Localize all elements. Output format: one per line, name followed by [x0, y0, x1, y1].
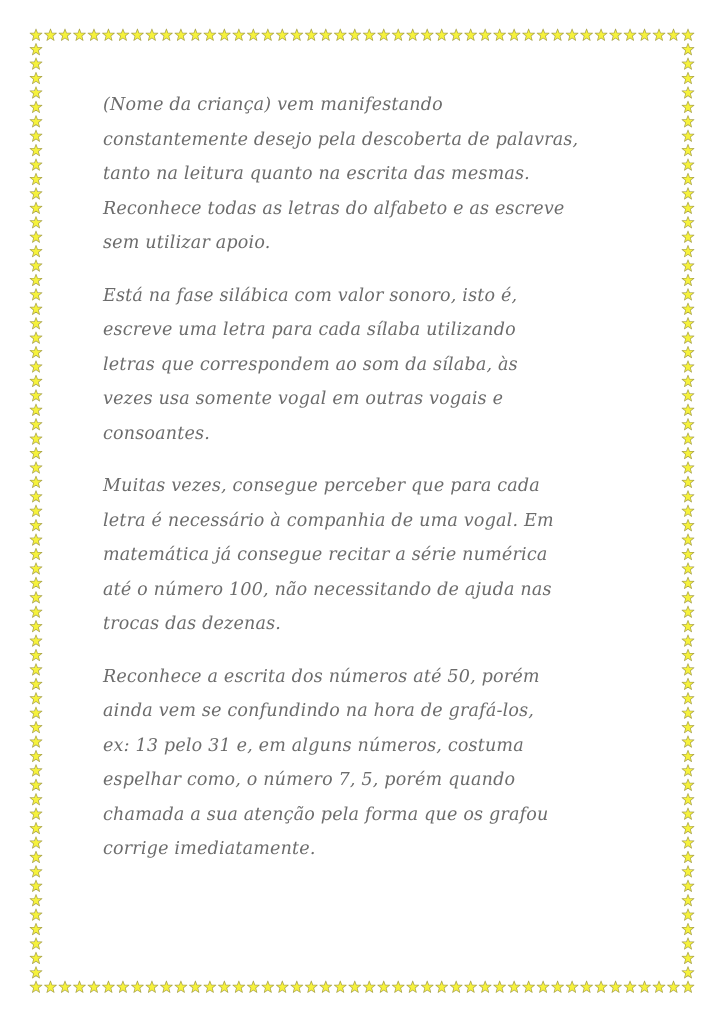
star-icon: [59, 29, 71, 41]
star-icon: [682, 231, 694, 243]
star-icon: [334, 981, 346, 993]
star-icon: [291, 981, 303, 993]
star-icon: [30, 635, 42, 647]
star-icon: [44, 29, 56, 41]
star-icon: [465, 29, 477, 41]
star-icon: [30, 967, 42, 979]
star-icon: [30, 418, 42, 430]
star-icon: [30, 505, 42, 517]
star-icon: [30, 245, 42, 256]
star-icon: [479, 981, 491, 993]
star-icon: [59, 981, 71, 993]
star-icon: [508, 29, 520, 41]
star-icon: [682, 649, 694, 661]
star-icon: [682, 981, 694, 993]
star-icon: [682, 664, 694, 676]
star-icon: [218, 29, 230, 41]
star-icon: [682, 101, 694, 113]
star-icon: [682, 822, 694, 834]
star-icon: [30, 72, 42, 84]
star-icon: [30, 721, 42, 733]
star-icon: [610, 29, 622, 41]
star-icon: [30, 822, 42, 834]
star-icon: [682, 58, 694, 70]
star-icon: [30, 433, 42, 445]
star-icon: [682, 707, 694, 719]
star-icon: [30, 303, 42, 315]
star-icon: [682, 130, 694, 142]
star-icon: [30, 837, 42, 849]
text-line: letra é necessário à companhia de uma vogal. Em: [103, 510, 554, 531]
star-icon: [682, 116, 694, 128]
text-line: vezes usa somente vogal em outras vogais e: [103, 389, 504, 409]
star-icon: [349, 29, 361, 41]
star-icon: [494, 29, 506, 41]
text-line: espelhar como, o número 7, 5, porém quando: [103, 770, 516, 790]
star-icon: [117, 981, 129, 993]
star-icon: [682, 404, 694, 416]
paragraph-2: [103, 279, 623, 452]
star-icon: [30, 938, 42, 950]
star-icon: [146, 981, 158, 993]
star-icon: [334, 29, 346, 41]
star-icon: [30, 981, 42, 993]
star-icon: [682, 967, 694, 979]
star-icon: [682, 418, 694, 430]
star-icon: [639, 29, 651, 41]
star-icon: [682, 548, 694, 560]
text-line: ex: 13 pelo 31 e, em alguns números, costuma: [103, 735, 524, 756]
star-icon: [204, 981, 216, 993]
text-line: matemática já consegue recitar a série numérica: [103, 545, 548, 565]
star-icon: [30, 779, 42, 791]
text-line: corrige imediatamente.: [103, 839, 316, 859]
text-line: letras que correspondem ao som da sílaba, às: [103, 354, 518, 375]
star-icon: [653, 29, 665, 41]
star-icon: [73, 29, 85, 41]
star-icon: [682, 620, 694, 632]
star-icon: [88, 29, 100, 41]
star-icon: [682, 188, 694, 200]
star-icon: [175, 981, 187, 993]
star-icon: [392, 29, 404, 41]
star-icon: [682, 346, 694, 358]
star-icon: [30, 808, 42, 820]
star-icon: [305, 29, 317, 41]
star-icon: [30, 736, 42, 748]
star-icon: [30, 664, 42, 676]
star-icon: [682, 72, 694, 84]
star-icon: [508, 981, 520, 993]
star-icon: [682, 851, 694, 863]
star-icon: [30, 361, 42, 373]
star-icon: [682, 173, 694, 185]
star-icon: [682, 750, 694, 762]
star-icon: [682, 779, 694, 791]
star-icon: [566, 29, 578, 41]
star-icon: [421, 29, 433, 41]
star-icon: [378, 29, 390, 41]
star-icon: [682, 289, 694, 301]
star-icon: [682, 159, 694, 171]
star-icon: [682, 433, 694, 445]
star-icon: [30, 144, 42, 156]
text-line: Reconhece todas as letras do alfabeto e as escreve: [103, 198, 565, 219]
star-icon: [160, 981, 172, 993]
star-icon: [44, 981, 56, 993]
star-icon: [682, 303, 694, 315]
star-icon: [682, 808, 694, 820]
star-icon: [247, 29, 259, 41]
star-icon: [682, 952, 694, 964]
star-icon: [682, 923, 694, 935]
star-icon: [479, 29, 491, 41]
star-icon: [682, 592, 694, 604]
star-icon: [30, 404, 42, 416]
star-icon: [276, 29, 288, 41]
text-line: chamada a sua atenção pela forma que os grafou: [103, 804, 549, 825]
text-line: consoantes.: [103, 423, 210, 444]
star-icon: [639, 981, 651, 993]
star-icon: [30, 750, 42, 762]
star-icon: [682, 260, 694, 272]
star-icon: [523, 29, 535, 41]
text-line: ainda vem se confundindo na hora de grafá-los,: [103, 701, 535, 721]
star-icon: [189, 29, 201, 41]
star-icon: [566, 981, 578, 993]
star-icon: [305, 981, 317, 993]
star-icon: [30, 491, 42, 503]
star-icon: [30, 447, 42, 459]
star-icon: [30, 332, 42, 344]
star-icon: [233, 981, 245, 993]
star-icon: [30, 606, 42, 618]
text-line: tanto na leitura quanto na escrita das mesmas.: [103, 164, 530, 184]
star-icon: [102, 29, 114, 41]
star-icon: [30, 87, 42, 99]
star-icon: [117, 29, 129, 41]
star-icon: [682, 505, 694, 517]
star-icon: [30, 58, 42, 70]
text-line: escreve uma letra para cada sílaba utilizando: [103, 320, 516, 340]
star-icon: [682, 390, 694, 402]
star-icon: [88, 981, 100, 993]
star-icon: [682, 491, 694, 503]
star-icon: [450, 29, 462, 41]
star-icon: [30, 43, 42, 55]
star-icon: [682, 202, 694, 214]
star-icon: [30, 620, 42, 632]
star-icon: [30, 390, 42, 402]
star-icon: [682, 274, 694, 286]
star-icon: [465, 981, 477, 993]
star-icon: [682, 577, 694, 589]
star-icon: [30, 707, 42, 719]
star-icon: [624, 29, 636, 41]
star-icon: [247, 981, 259, 993]
star-icon: [682, 880, 694, 892]
star-icon: [30, 765, 42, 777]
star-icon: [30, 101, 42, 113]
star-icon: [494, 981, 506, 993]
star-icon: [552, 29, 564, 41]
star-icon: [30, 231, 42, 243]
paragraph-3: [103, 469, 623, 642]
star-icon: [682, 361, 694, 373]
star-icon: [30, 534, 42, 546]
star-icon: [30, 116, 42, 128]
star-icon: [682, 894, 694, 906]
star-icon: [682, 375, 694, 387]
text-line: constantemente desejo pela descoberta de palavras,: [103, 129, 579, 150]
star-icon: [668, 981, 680, 993]
star-icon: [30, 346, 42, 358]
star-icon: [30, 462, 42, 474]
star-icon: [682, 563, 694, 575]
star-icon: [682, 217, 694, 229]
star-icon: [30, 592, 42, 604]
star-icon: [682, 87, 694, 99]
star-icon: [581, 981, 593, 993]
star-icon: [320, 981, 332, 993]
star-icon: [30, 693, 42, 705]
star-icon: [30, 317, 42, 329]
star-icon: [30, 519, 42, 531]
star-icon: [682, 678, 694, 690]
star-icon: [450, 981, 462, 993]
star-icon: [378, 981, 390, 993]
report-text: [103, 88, 623, 885]
star-icon: [682, 43, 694, 55]
star-icon: [30, 923, 42, 935]
star-icon: [682, 534, 694, 546]
star-icon: [233, 29, 245, 41]
star-icon: [30, 678, 42, 690]
star-icon: [523, 981, 535, 993]
star-icon: [218, 981, 230, 993]
star-icon: [436, 29, 448, 41]
star-icon: [407, 29, 419, 41]
star-icon: [610, 981, 622, 993]
star-icon: [682, 721, 694, 733]
star-icon: [653, 981, 665, 993]
star-icon: [668, 29, 680, 41]
star-icon: [30, 188, 42, 200]
text-line: até o número 100, não necessitando de ajuda nas: [103, 579, 552, 600]
star-icon: [682, 447, 694, 459]
star-icon: [624, 981, 636, 993]
star-icon: [682, 606, 694, 618]
star-icon: [682, 693, 694, 705]
star-icon: [537, 981, 549, 993]
star-icon: [30, 274, 42, 286]
star-icon: [421, 981, 433, 993]
star-icon: [204, 29, 216, 41]
star-icon: [30, 894, 42, 906]
star-icon: [682, 765, 694, 777]
star-icon: [537, 29, 549, 41]
star-icon: [436, 981, 448, 993]
star-icon: [30, 793, 42, 805]
text-line: trocas das dezenas.: [103, 614, 282, 634]
star-icon: [682, 736, 694, 748]
text-line: (Nome da criança) vem manifestando: [103, 95, 443, 115]
star-icon: [30, 260, 42, 272]
star-icon: [682, 476, 694, 488]
star-icon: [262, 981, 274, 993]
star-icon: [30, 476, 42, 488]
star-icon: [30, 909, 42, 921]
star-icon: [30, 202, 42, 214]
star-icon: [682, 245, 694, 256]
star-icon: [682, 837, 694, 849]
paragraph-4: [103, 660, 623, 867]
star-icon: [682, 519, 694, 531]
star-icon: [682, 332, 694, 344]
star-icon: [30, 289, 42, 301]
star-icon: [146, 29, 158, 41]
star-icon: [291, 29, 303, 41]
star-icon: [682, 793, 694, 805]
paragraph-1: [103, 88, 623, 261]
text-line: Reconhece a escrita dos números até 50, porém: [103, 666, 540, 687]
star-icon: [30, 548, 42, 560]
star-icon: [30, 866, 42, 878]
star-icon: [363, 981, 375, 993]
star-icon: [30, 130, 42, 142]
text-line: sem utilizar apoio.: [103, 233, 271, 253]
star-icon: [189, 981, 201, 993]
star-icon: [682, 909, 694, 921]
star-icon: [175, 29, 187, 41]
star-icon: [682, 29, 694, 41]
star-icon: [682, 635, 694, 647]
star-icon: [349, 981, 361, 993]
star-icon: [552, 981, 564, 993]
star-icon: [30, 375, 42, 387]
star-icon: [581, 29, 593, 41]
star-icon: [30, 880, 42, 892]
star-icon: [73, 981, 85, 993]
star-icon: [682, 317, 694, 329]
star-icon: [682, 144, 694, 156]
star-icon: [30, 217, 42, 229]
star-icon: [276, 981, 288, 993]
star-icon: [131, 981, 143, 993]
star-icon: [30, 649, 42, 661]
star-icon: [160, 29, 172, 41]
star-icon: [131, 29, 143, 41]
star-icon: [30, 851, 42, 863]
star-icon: [392, 981, 404, 993]
star-icon: [407, 981, 419, 993]
star-icon: [30, 563, 42, 575]
star-icon: [682, 938, 694, 950]
star-icon: [363, 29, 375, 41]
star-icon: [595, 981, 607, 993]
text-line: Muitas vezes, consegue perceber que para cada: [103, 476, 540, 496]
star-icon: [30, 159, 42, 171]
star-icon: [682, 866, 694, 878]
star-icon: [262, 29, 274, 41]
star-icon: [30, 173, 42, 185]
star-icon: [320, 29, 332, 41]
text-line: Está na fase silábica com valor sonoro, isto é,: [103, 285, 518, 306]
star-icon: [30, 952, 42, 964]
star-icon: [30, 29, 42, 41]
star-icon: [682, 462, 694, 474]
star-icon: [595, 29, 607, 41]
star-icon: [102, 981, 114, 993]
star-icon: [30, 577, 42, 589]
